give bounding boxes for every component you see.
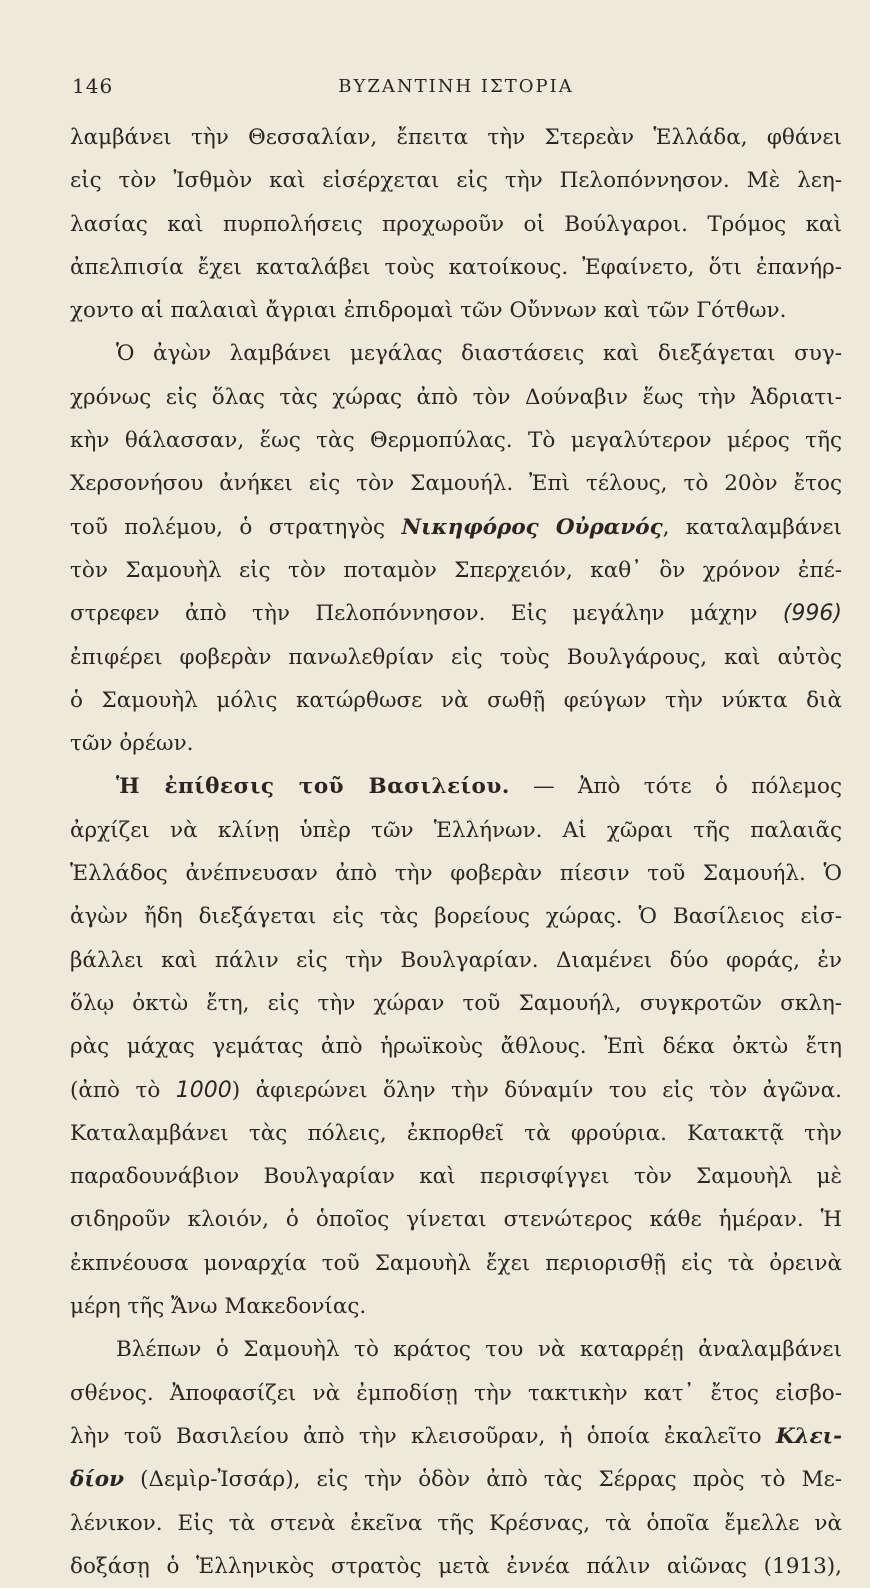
- text-run: στρεφεν ἀπὸ τὴν Πελοπόννησον. Εἰς μεγάλην μάχην: [70, 601, 783, 627]
- text-line: ἀγὼν ἤδη διεξάγεται εἰς τὰς βορείους χώρας. Ὁ Βασίλειος εἰσ-: [70, 904, 842, 930]
- text-line: ἐπιφέρει φοβερὰν πανωλεθρίαν εἰς τοὺς Βουλγάρους, καὶ αὐτὸς: [70, 644, 842, 670]
- section-heading: Ἡ ἐπίθεσις τοῦ Βασιλείου.: [116, 774, 510, 800]
- text-line: σιδηροῦν κλοιόν, ὁ ὁποῖος γίνεται στενώτερος κάθε ἡμέραν. Ἡ: [70, 1207, 842, 1233]
- place-name: Κλει-: [775, 1423, 842, 1449]
- text-run: (ἀπὸ τὸ: [70, 1077, 176, 1103]
- text-line: παραδουνάβιον Βουλγαρίαν καὶ περισφίγγει τὸν Σαμουὴλ μὲ: [70, 1164, 842, 1190]
- text-run: λὴν τοῦ Βασιλείου ἀπὸ τὴν κλεισοῦραν, ἡ ὁποία ἐκαλεῖτο: [70, 1423, 776, 1449]
- text-line: τὸν Σαμουὴλ εἰς τὸν ποταμὸν Σπερχειόν, καθ᾽ ὃν χρόνον ἐπέ-: [70, 557, 842, 583]
- text-run: τοῦ πολέμου, ὁ στρατηγὸς: [70, 514, 402, 540]
- text-line: ἀρχίζει νὰ κλίνῃ ὑπὲρ τῶν Ἑλλήνων. Αἱ χῶραι τῆς παλαιᾶς: [70, 817, 842, 843]
- general-name: Νικηφόρος Οὐρανός: [401, 514, 663, 540]
- text-run: ) ἀφιερώνει ὅλην τὴν δύναμίν του εἰς τὸν ἀγῶνα.: [231, 1077, 842, 1103]
- text-line: λασίας καὶ πυρπολήσεις προχωροῦν οἱ Βούλγαροι. Τρόμος καὶ: [70, 211, 842, 237]
- text-line: σθένος. Ἀποφασίζει νὰ ἐμποδίσῃ τὴν τακτικὴν κατ᾽ ἔτος εἰσβο-: [70, 1380, 842, 1406]
- text-line: ὁ Σαμουὴλ μόλις κατώρθωσε νὰ σωθῇ φεύγων τὴν νύκτα διὰ: [70, 687, 842, 713]
- text-line: ἐκπνέουσα μοναρχία τοῦ Σαμουὴλ ἔχει περιορισθῇ εἰς τὰ ὀρεινὰ: [70, 1250, 842, 1276]
- text-line: Ὁ ἀγὼν λαμβάνει μεγάλας διαστάσεις καὶ διεξάγεται συγ-: [116, 341, 842, 367]
- text-line: βάλλει καὶ πάλιν εἰς τὴν Βουλγαρίαν. Διαμένει δύο φοράς, ἐν: [70, 947, 842, 973]
- running-title: ΒΥΖΑΝΤΙΝΗ ΙΣΤΟΡΙΑ: [338, 76, 574, 97]
- page-header: [72, 74, 840, 104]
- place-name: δίον: [70, 1467, 125, 1493]
- text-line: Καταλαμβάνει τὰς πόλεις, ἐκπορθεῖ τὰ φρούρια. Κατακτᾷ τὴν: [70, 1120, 842, 1146]
- text-line: τῶν ὀρέων.: [70, 731, 194, 757]
- page-number: 146: [72, 74, 114, 98]
- text-line: [70, 765, 842, 808]
- text-line: [70, 592, 842, 635]
- body-text: [70, 116, 842, 1588]
- text-line: λένικον. Εἰς τὰ στενὰ ἐκεῖνα τῆς Κρέσνας, τὰ ὁποῖα ἔμελλε νὰ: [70, 1510, 842, 1536]
- text-run: (Δεμὶρ-Ἰσσάρ), εἰς τὴν ὁδὸν ἀπὸ τὰς Σέρρας πρὸς τὸ Με-: [124, 1467, 842, 1493]
- text-line: Χερσονήσου ἀνήκει εἰς τὸν Σαμουήλ. Ἐπὶ τέλους, τὸ 20ὸν ἔτος: [70, 471, 842, 497]
- text-line: κὴν θάλασσαν, ἕως τὰς Θερμοπύλας. Τὸ μεγαλύτερον μέρος τῆς: [70, 428, 842, 454]
- text-line: Ἑλλάδος ἀνέπνευσαν ἀπὸ τὴν φοβερὰν πίεσιν τοῦ Σαμουήλ. Ὁ: [70, 861, 842, 887]
- text-line: [70, 1415, 842, 1458]
- text-line: [70, 1069, 842, 1112]
- text-run: , καταλαμβάνει: [662, 514, 842, 540]
- text-line: χοντο αἱ παλαιαὶ ἄγριαι ἐπιδρομαὶ τῶν Οὔννων καὶ τῶν Γότθων.: [70, 298, 787, 324]
- text-line: [70, 506, 842, 549]
- text-line: εἰς τὸν Ἰσθμὸν καὶ εἰσέρχεται εἰς τὴν Πελοπόννησον. Μὲ λεη-: [70, 168, 842, 194]
- year-996: (996): [782, 601, 842, 627]
- text-line: ὅλῳ ὀκτὼ ἔτη, εἰς τὴν χώραν τοῦ Σαμουήλ, συγκροτῶν σκλη-: [70, 990, 842, 1016]
- text-line: μέρη τῆς Ἄνω Μακεδονίας.: [70, 1294, 367, 1320]
- text-run: — Ἀπὸ τότε ὁ πόλεμος: [533, 774, 842, 800]
- text-line: δοξάσῃ ὁ Ἑλληνικὸς στρατὸς μετὰ ἐννέα πάλιν αἰῶνας (1913),: [70, 1553, 842, 1579]
- year-1000: 1000: [175, 1077, 232, 1103]
- text-line: ἀπελπισία ἔχει καταλάβει τοὺς κατοίκους. Ἐφαίνετο, ὅτι ἐπανήρ-: [70, 254, 842, 280]
- text-line: χρόνως εἰς ὅλας τὰς χώρας ἀπὸ τὸν Δούναβιν ἕως τὴν Ἀδριατι-: [70, 384, 842, 410]
- text-line: λαμβάνει τὴν Θεσσαλίαν, ἔπειτα τὴν Στερεὰν Ἑλλάδα, φθάνει: [70, 125, 842, 150]
- text-line: Βλέπων ὁ Σαμουὴλ τὸ κράτος του νὰ καταρρέῃ ἀναλαμβάνει: [116, 1337, 842, 1363]
- text-line: [70, 1458, 842, 1501]
- text-line: ρὰς μάχας γεμάτας ἀπὸ ἡρωϊκοὺς ἄθλους. Ἐπὶ δέκα ὀκτὼ ἔτη: [70, 1034, 842, 1060]
